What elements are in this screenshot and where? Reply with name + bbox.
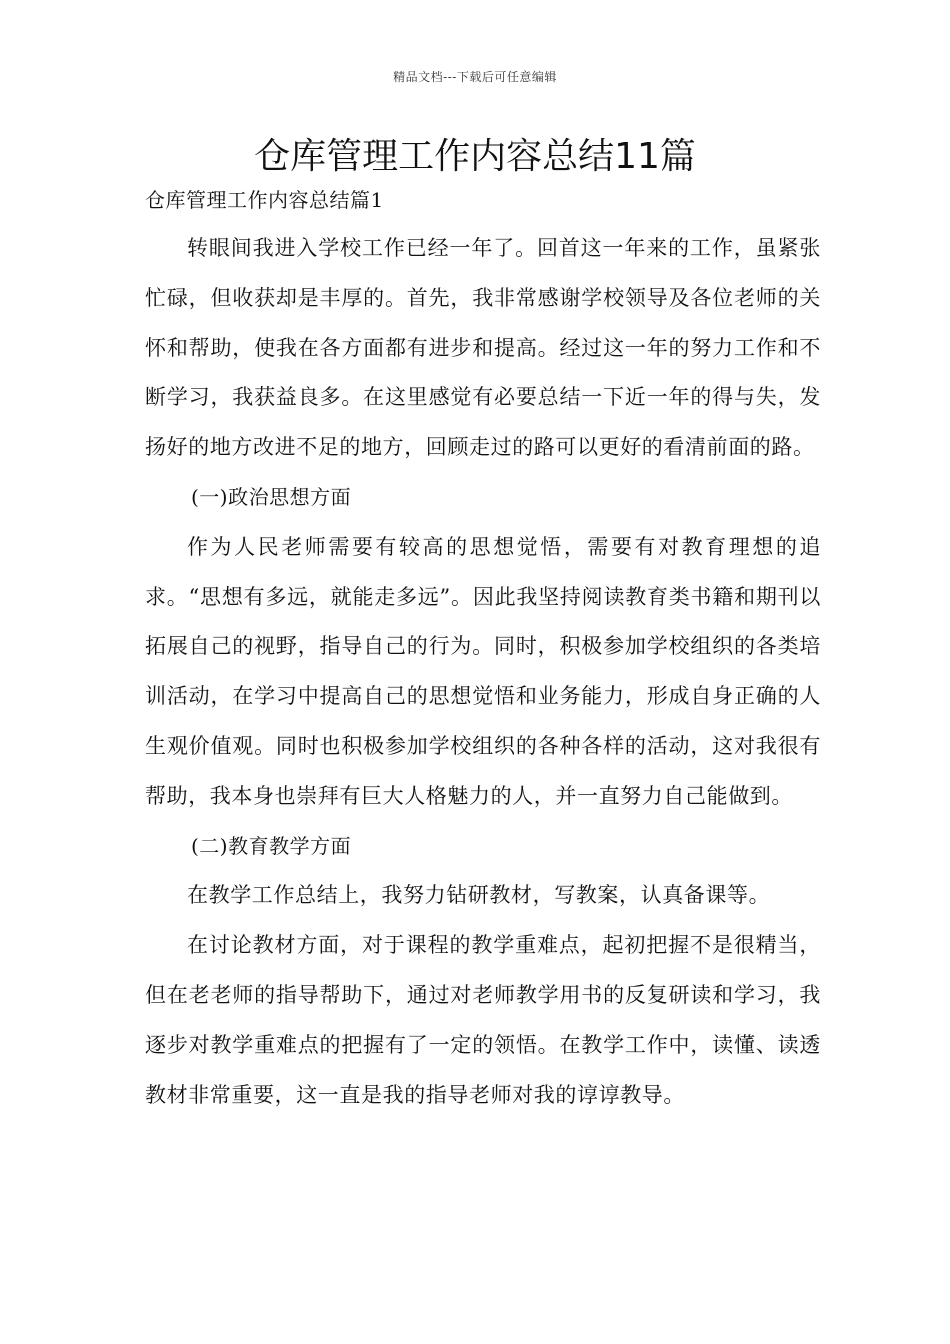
paragraph-politics: 作为人民老师需要有较高的思想觉悟，需要有对教育理想的追求。“思想有多远，就能走多远”。因此我坚持阅读教育类书籍和期刊以拓展自己的视野，指导自己的行为。同时，积极参加学校组织的各类培训活动，在学习中提高自己的思想觉悟和业务能力，形成自身正确的人生观价值观。同时也积极参加学校组织的各种各样的活动，这对我很有帮助，我本身也崇拜有巨大人格魅力的人，并一直努力自己能做到。 bbox=[145, 534, 821, 808]
section-heading-teaching: (二)教育教学方面 bbox=[191, 833, 352, 858]
document-title: 仓库管理工作内容总结11篇 bbox=[254, 136, 696, 177]
document-body bbox=[145, 182, 821, 1120]
header-note: 精品文档---下载后可任意编辑 bbox=[393, 70, 557, 84]
paragraph-teaching-materials: 在讨论教材方面，对于课程的教学重难点，起初把握不是很精当，但在老老师的指导帮助下，通过对老师教学用书的反复研读和学习，我逐步对教学重难点的把握有了一定的领悟。在教学工作中，读懂、读透教材非常重要，这一直是我的指导老师对我的谆谆教导。 bbox=[145, 933, 821, 1107]
section-subtitle: 仓库管理工作内容总结篇1 bbox=[145, 188, 384, 212]
paragraph-teaching-summary: 在教学工作总结上，我努力钻研教材，写教案，认真备课等。 bbox=[187, 883, 771, 908]
paragraph-intro: 转眼间我进入学校工作已经一年了。回首这一年来的工作，虽紧张忙碌，但收获却是丰厚的。首先，我非常感谢学校领导及各位老师的关怀和帮助，使我在各方面都有进步和提高。经过这一年的努力工作和不断学习，我获益良多。在这里感觉有必要总结一下近一年的得与失，发扬好的地方改进不足的地方，回顾走过的路可以更好的看清前面的路。 bbox=[145, 236, 821, 460]
section-heading-politics: (一)政治思想方面 bbox=[191, 484, 352, 509]
